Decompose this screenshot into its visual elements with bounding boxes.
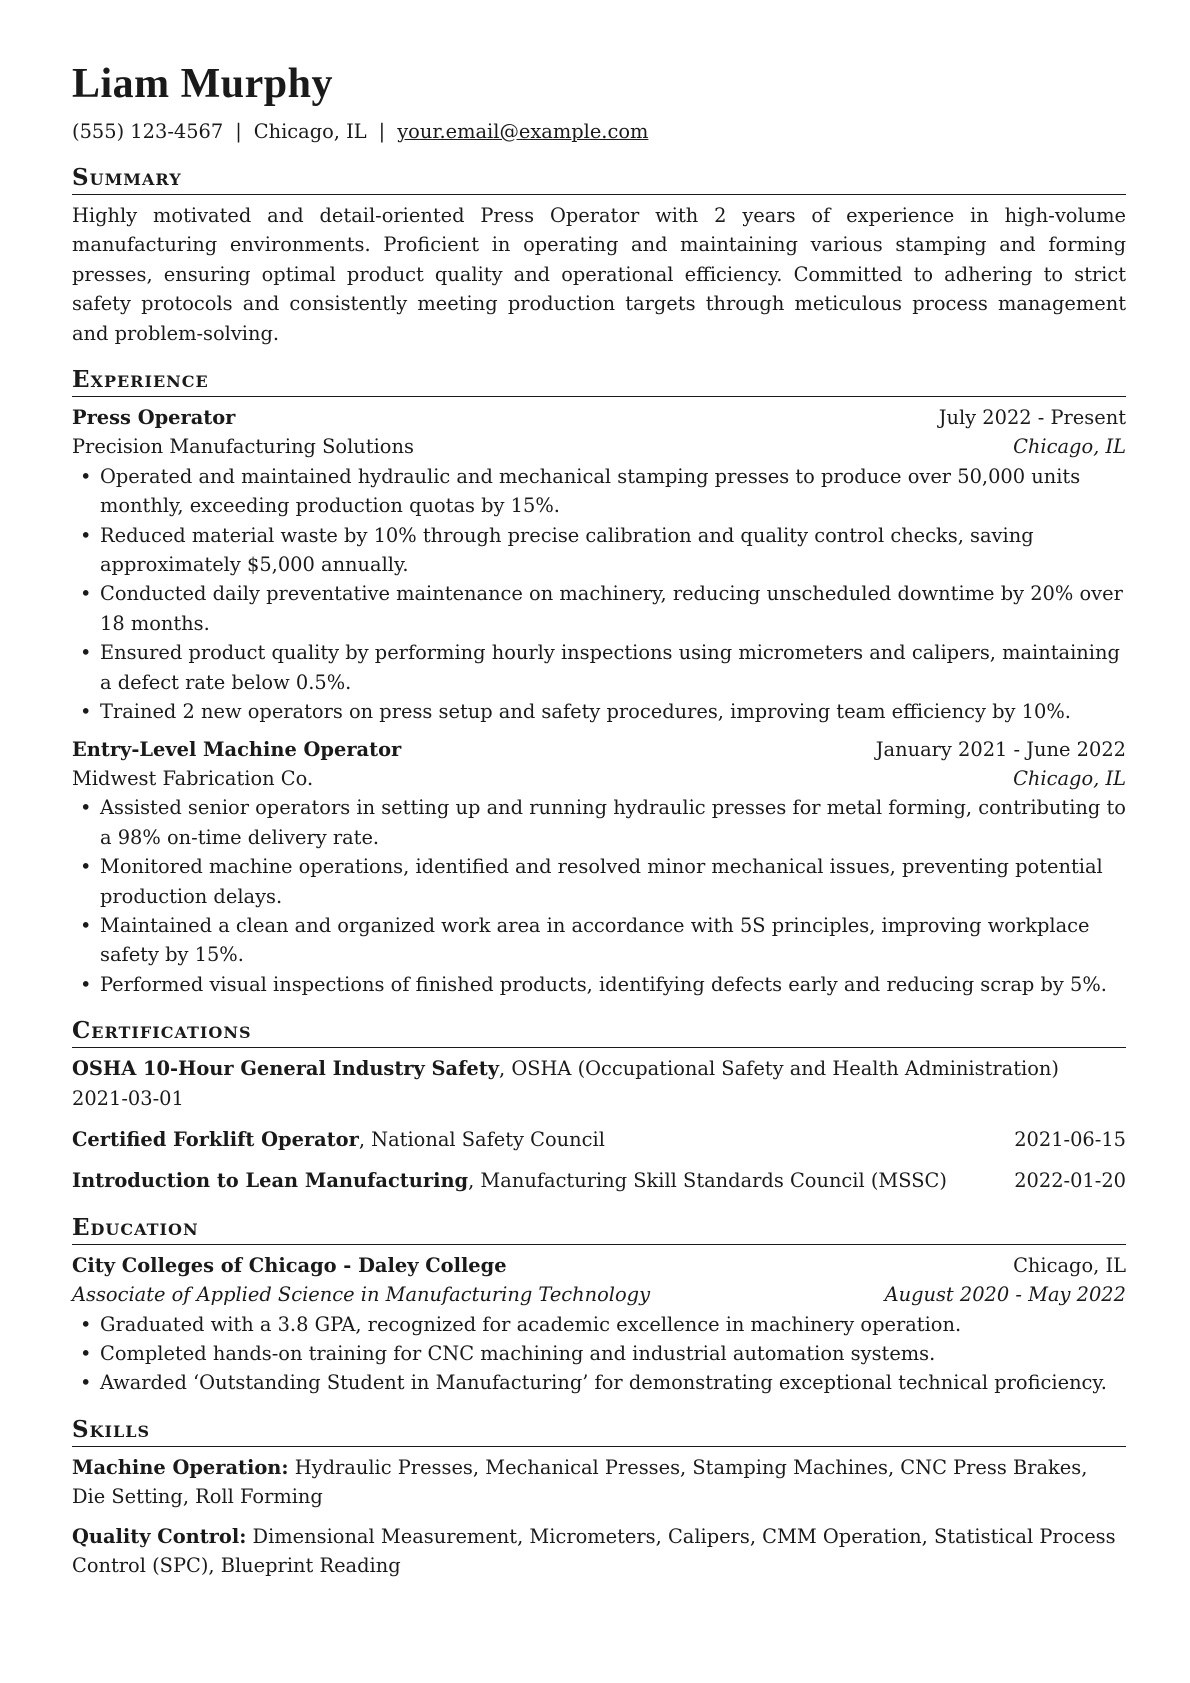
bullet-icon: • xyxy=(80,796,92,820)
section-title-summary: Summary xyxy=(72,164,1126,195)
bullet-icon: • xyxy=(80,641,92,665)
bullet-icon: • xyxy=(80,913,92,937)
bullet-text: Conducted daily preventative maintenance on machinery, reducing unscheduled downtime by 20% over 18 months. xyxy=(100,582,1123,635)
school-location: Chicago, IL xyxy=(1013,1253,1126,1277)
job-dates: January 2021 - June 2022 xyxy=(875,737,1126,761)
skill-label: Quality Control: xyxy=(72,1524,247,1548)
bullet-text: Completed hands-on training for CNC machining and industrial automation systems. xyxy=(100,1342,936,1365)
job-bullets xyxy=(72,793,1126,999)
summary-text: Highly motivated and detail-oriented Press Operator with 2 years of experience in high-volume manufacturing environments. Proficient in operating and maintaining various stamping and forming presses, ensuring optimal product quality and operational efficiency. Committed to adhering to strict safety protocols and consistently meeting production targets through meticulous process management and problem-solving. xyxy=(72,204,1126,345)
bullet-text: Graduated with a 3.8 GPA, recognized for academic excellence in machinery operation. xyxy=(100,1312,962,1336)
school-name: City Colleges of Chicago - Daley College xyxy=(72,1253,507,1277)
list-item xyxy=(72,793,1126,852)
job-location: Chicago, IL xyxy=(1013,435,1126,459)
job-subheader xyxy=(72,432,1126,461)
list-item xyxy=(72,579,1126,638)
job-subheader xyxy=(72,764,1126,793)
certification-date: 2022-01-20 xyxy=(1014,1169,1126,1193)
education-header xyxy=(72,1251,1126,1280)
list-item xyxy=(72,1339,1126,1368)
contact-separator: | xyxy=(235,120,242,143)
bullet-text: Ensured product quality by performing hourly inspections using micrometers and calipers, maintaining a defect rate below 0.5%. xyxy=(100,641,1120,694)
job-company: Midwest Fabrication Co. xyxy=(72,766,314,790)
list-item xyxy=(72,462,1126,521)
bullet-text: Assisted senior operators in setting up and running hydraulic presses for metal forming, contributing to a 98% on-time delivery rate. xyxy=(100,796,1126,849)
bullet-text: Trained 2 new operators on press setup and safety procedures, improving team efficiency by 10%. xyxy=(100,700,1071,724)
certification-item xyxy=(72,1125,1126,1154)
education-dates: August 2020 - May 2022 xyxy=(884,1283,1126,1307)
list-item xyxy=(72,521,1126,580)
job-header xyxy=(72,735,1126,764)
job-dates: July 2022 - Present xyxy=(938,406,1126,430)
education-subheader xyxy=(72,1280,1126,1309)
bullet-text: Maintained a clean and organized work area in accordance with 5S principles, improving workplace safety by 15%. xyxy=(100,913,1090,967)
certification-name: Certified Forklift Operator xyxy=(72,1127,359,1151)
bullet-text: Monitored machine operations, identified and resolved minor mechanical issues, preventing potential production delays. xyxy=(100,855,1103,908)
section-title-experience: Experience xyxy=(72,366,1126,397)
list-item xyxy=(72,852,1126,911)
education-bullets xyxy=(72,1310,1126,1398)
bullet-icon: • xyxy=(80,1371,92,1395)
section-title-skills: Skills xyxy=(72,1416,1126,1447)
list-item xyxy=(72,638,1126,697)
job-role: Entry-Level Machine Operator xyxy=(72,737,402,761)
bullet-icon: • xyxy=(80,1342,92,1365)
job-header xyxy=(72,403,1126,432)
bullet-icon: • xyxy=(80,972,92,996)
location: Chicago, IL xyxy=(253,120,367,143)
job-entry xyxy=(72,403,1126,726)
skill-value: Hydraulic Presses, Mechanical Presses, Stamping Machines, CNC Press Brakes, Die Setting, Roll Forming xyxy=(72,1455,1088,1509)
bullet-text: Operated and maintained hydraulic and mechanical stamping presses to produce over 50,000 units monthly, exceeding production quotas by 15%. xyxy=(100,464,1081,518)
degree-name: Associate of Applied Science in Manufacturing Technology xyxy=(72,1283,651,1307)
list-item xyxy=(72,1368,1126,1397)
job-role: Press Operator xyxy=(72,406,236,430)
certification-issuer: , Manufacturing Skill Standards Council (MSSC) xyxy=(468,1169,947,1193)
list-item xyxy=(72,911,1126,970)
certification-line xyxy=(72,1054,1126,1083)
certification-date: 2021-03-01 xyxy=(72,1086,184,1110)
certification-issuer: , National Safety Council xyxy=(358,1127,605,1151)
bullet-text: Awarded ‘Outstanding Student in Manufacturing’ for demonstrating exceptional technical proficiency. xyxy=(100,1371,1107,1395)
phone-number: (555) 123-4567 xyxy=(72,120,224,143)
list-item xyxy=(72,697,1126,726)
bullet-icon: • xyxy=(80,582,92,606)
certification-name: OSHA 10-Hour General Industry Safety xyxy=(72,1057,499,1081)
email-link[interactable]: your.email@example.com xyxy=(397,120,649,143)
contact-separator: | xyxy=(378,120,386,143)
skill-value: Dimensional Measurement, Micrometers, Calipers, CMM Operation, Statistical Process Control (SPC), Blueprint Reading xyxy=(72,1524,1116,1578)
contact-line xyxy=(72,118,1126,146)
skill-line xyxy=(72,1522,1126,1581)
job-bullets xyxy=(72,462,1126,727)
bullet-icon: • xyxy=(80,700,92,724)
bullet-icon: • xyxy=(80,1312,92,1336)
certification-item xyxy=(72,1166,1126,1195)
bullet-text: Reduced material waste by 10% through precise calibration and quality control checks, saving approximately $5,000 annually. xyxy=(100,523,1034,577)
bullet-icon: • xyxy=(80,464,92,488)
certification-date: 2021-06-15 xyxy=(1014,1127,1126,1151)
skill-line xyxy=(72,1453,1126,1512)
job-location: Chicago, IL xyxy=(1013,766,1126,790)
job-company: Precision Manufacturing Solutions xyxy=(72,435,414,459)
certification-name: Introduction to Lean Manufacturing xyxy=(72,1169,469,1193)
certification-item xyxy=(72,1054,1126,1113)
bullet-icon: • xyxy=(80,855,92,879)
certification-issuer: , OSHA (Occupational Safety and Health Administration) xyxy=(499,1057,1059,1081)
section-title-education: Education xyxy=(72,1214,1126,1245)
bullet-text: Performed visual inspections of finished products, identifying defects early and reducing scrap by 5%. xyxy=(100,972,1107,996)
list-item xyxy=(72,970,1126,999)
candidate-name: Liam Murphy xyxy=(72,61,334,107)
section-title-certifications: Certifications xyxy=(72,1017,1126,1048)
list-item xyxy=(72,1310,1126,1339)
bullet-icon: • xyxy=(80,523,92,547)
job-entry xyxy=(72,735,1126,1000)
skill-label: Machine Operation: xyxy=(72,1455,289,1479)
